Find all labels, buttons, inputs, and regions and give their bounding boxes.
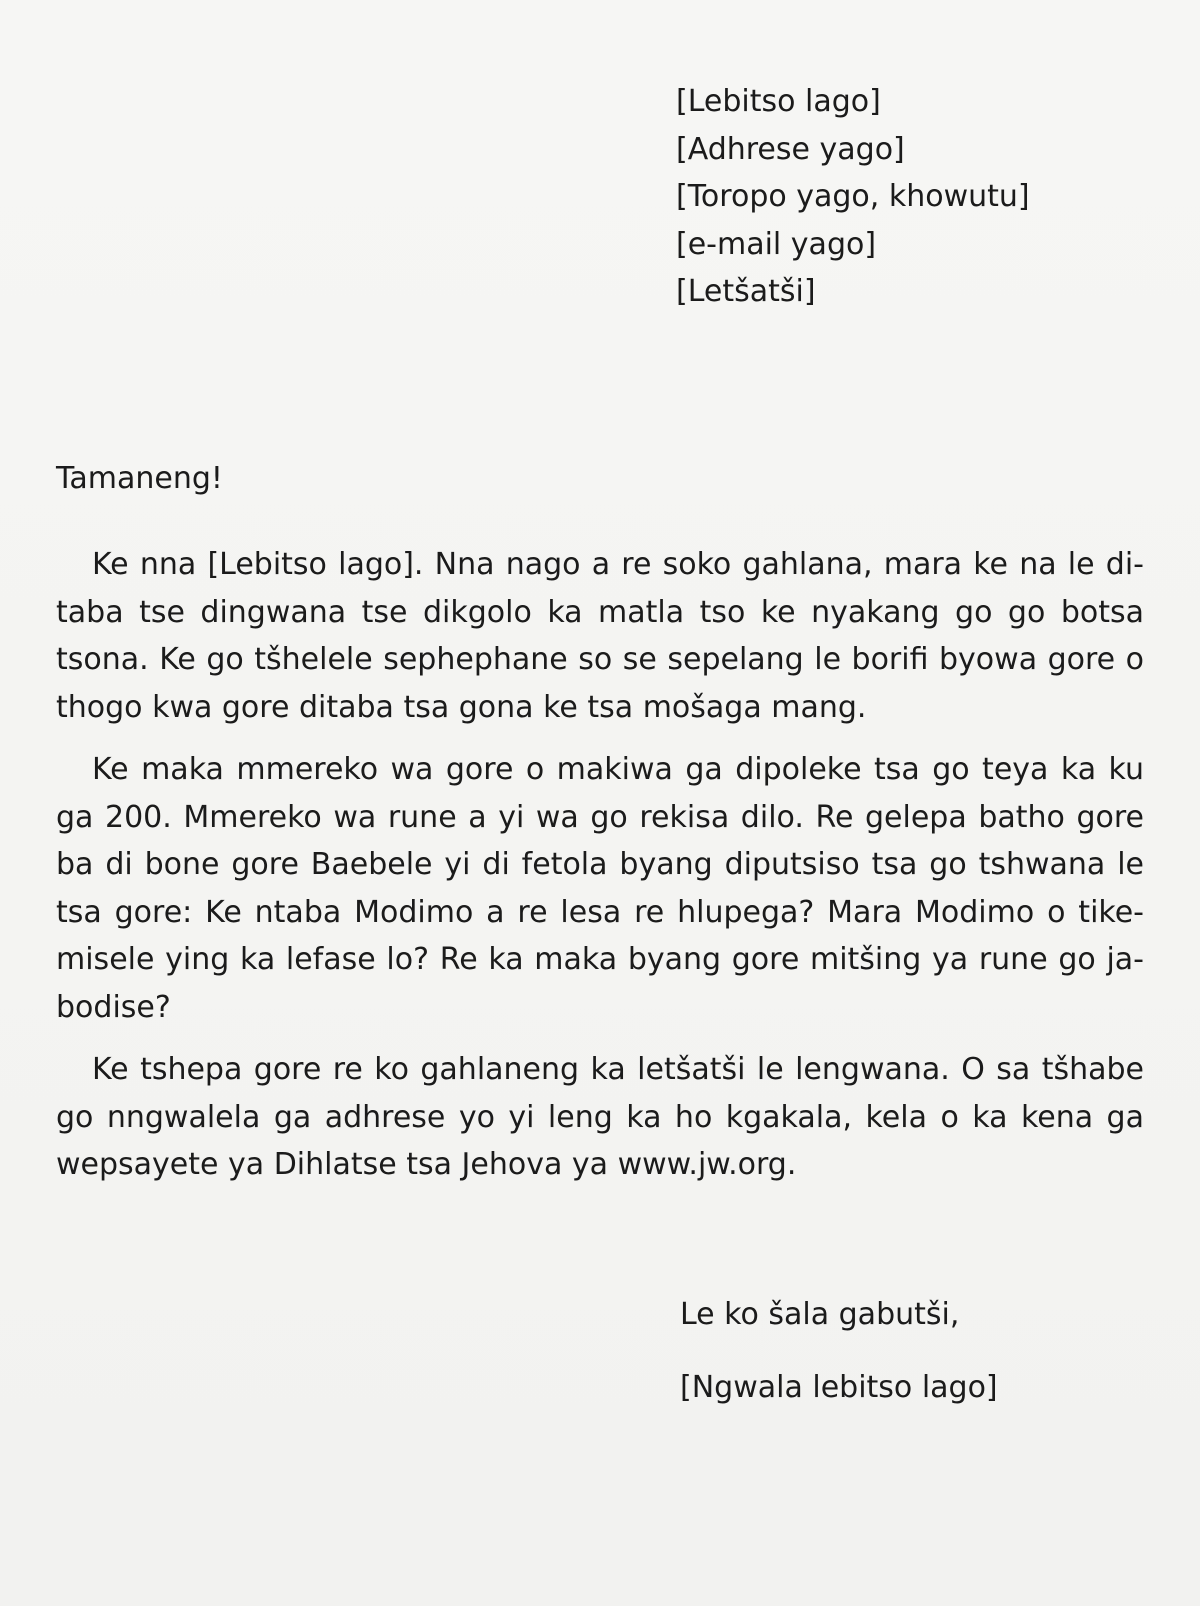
sender-name: [Lebitso lago]: [676, 84, 881, 119]
body-paragraph: Ke nna [Lebitso lago]. Nna nago a re soko gahlana, mara ke na le ditaba tse dingwana tse dikgolo ka matla tso ke nyakang go go botsa tsona. Ke go tšhelele sephephane so se sepelang le borifi byowa gore o thogo kwa gore ditaba tsa gona ke tsa mošaga mang.: [56, 547, 1144, 725]
greeting: Tamaneng!: [56, 461, 223, 496]
letter-body: [56, 541, 1144, 1204]
letter-date: [Letšatši]: [676, 274, 816, 309]
body-paragraph: Ke tshepa gore re ko gahlaneng ka letšatši le lengwana. O sa tšhabe go nngwalela ga adhrese yo yi leng ka ho kgakala, kela o ka kena ga wepsayete ya Dihlatse tsa Jehova ya www.jw.org.: [56, 1052, 1144, 1182]
body-paragraph: Ke maka mmereko wa gore o makiwa ga dipoleke tsa go teya ka ku ga 200. Mmereko wa rune a yi wa go rekisa dilo. Re gelepa batho gore ba di bone gore Baebele yi di fetola byang diputsiso tsa go tshwana le tsa gore: Ke ntaba Modimo a re lesa re hlupega? Mara Modimo o tikemisele ying ka lefase lo? Re ka maka byang gore mitšing ya rune go jabodise?: [56, 752, 1144, 1025]
sender-block: [676, 78, 1030, 316]
sender-city: [Toropo yago, khowutu]: [676, 179, 1030, 214]
sender-address: [Adhrese yago]: [676, 131, 905, 167]
closing: Le ko šala gabutši,: [680, 1297, 960, 1332]
sender-email: [e-mail yago]: [676, 226, 877, 262]
signature-placeholder: [Ngwala lebitso lago]: [680, 1370, 998, 1405]
